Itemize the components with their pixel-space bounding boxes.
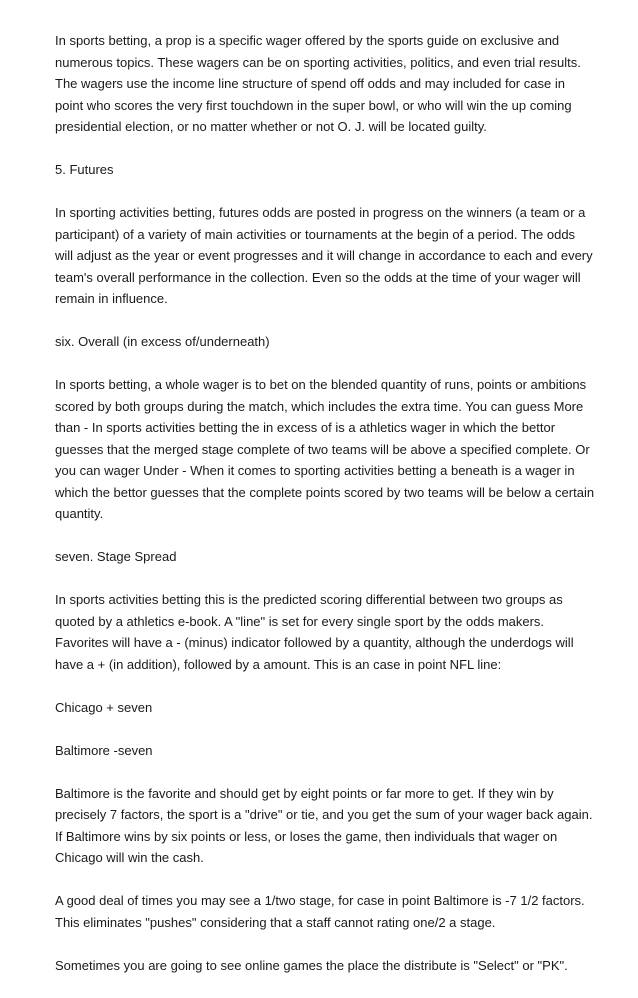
paragraph-baltimore-favorite: Baltimore is the favorite and should get by eight points or far more to get. If they win by precisely 7 factors, the sport is a "drive" or tie, and you get the sum of your wager back again. If Baltimore wins by six points or less, or loses the game, then individuals that wager on Chicago will win the cash. <box>55 785 593 865</box>
paragraph-half-point: A good deal of times you may see a 1/two stage, for case in point Baltimore is -7 1/2 factors. This eliminates "pushes" considering that a staff cannot rating one/2 a stage. <box>55 893 585 930</box>
paragraph-pick: Sometimes you are going to see online games the place the distribute is "Select" or "PK". <box>55 957 568 973</box>
paragraph-overall: In sports betting, a whole wager is to bet on the blended quantity of runs, points or ambitions scored by both groups during the match, which includes the extra time. You can guess More than - In sports activities betting the in excess of is a athletics wager in which the bettor guesses that the merged stage complete of two teams will be above a specified complete. Or you can wager Under - When it comes to sporting activities betting a beneath is a wager in which the bettor guesses that the complete points scored by two teams will be below a certain quantity. <box>55 377 595 521</box>
paragraph-props: In sports betting, a prop is a specific wager offered by the sports guide on exclusive and numerous topics. These wagers can be on sporting activities, politics, and even trial results. The wagers use the income line structure of spend off odds and may included for case in point who scores the very first touchdown in the super bowl, or who will win the up coming presidential election, or no matter whether or not O. J. will be located guilty. <box>55 33 581 134</box>
paragraph-futures: In sporting activities betting, futures odds are posted in progress on the winners (a team or a participant) of a variety of main activities or tournaments at the begin of a period. The odds will adjust as the year or event progresses and it will change in accordance to each and every team's overall performance in the collection. Even so the odds at the time of your wager will remain in influence. <box>55 205 593 306</box>
paragraph-stage-spread: In sports activities betting this is the predicted scoring differential between two groups as quoted by a athletics e-book. A "line" is set for every single sport by the odds makers. Favorites will have a - (minus) indicator followed by a quantity, although the underdogs will have a + (in addition), followed by a amount. This is an case in point NFL line: <box>55 592 574 672</box>
heading-stage-spread: seven. Stage Spread <box>55 549 177 564</box>
heading-overall: six. Overall (in excess of/underneath) <box>55 334 270 349</box>
line-chicago: Chicago + seven <box>55 699 153 715</box>
heading-futures: 5. Futures <box>55 162 114 177</box>
document-body <box>55 30 595 998</box>
line-baltimore: Baltimore -seven <box>55 742 153 758</box>
